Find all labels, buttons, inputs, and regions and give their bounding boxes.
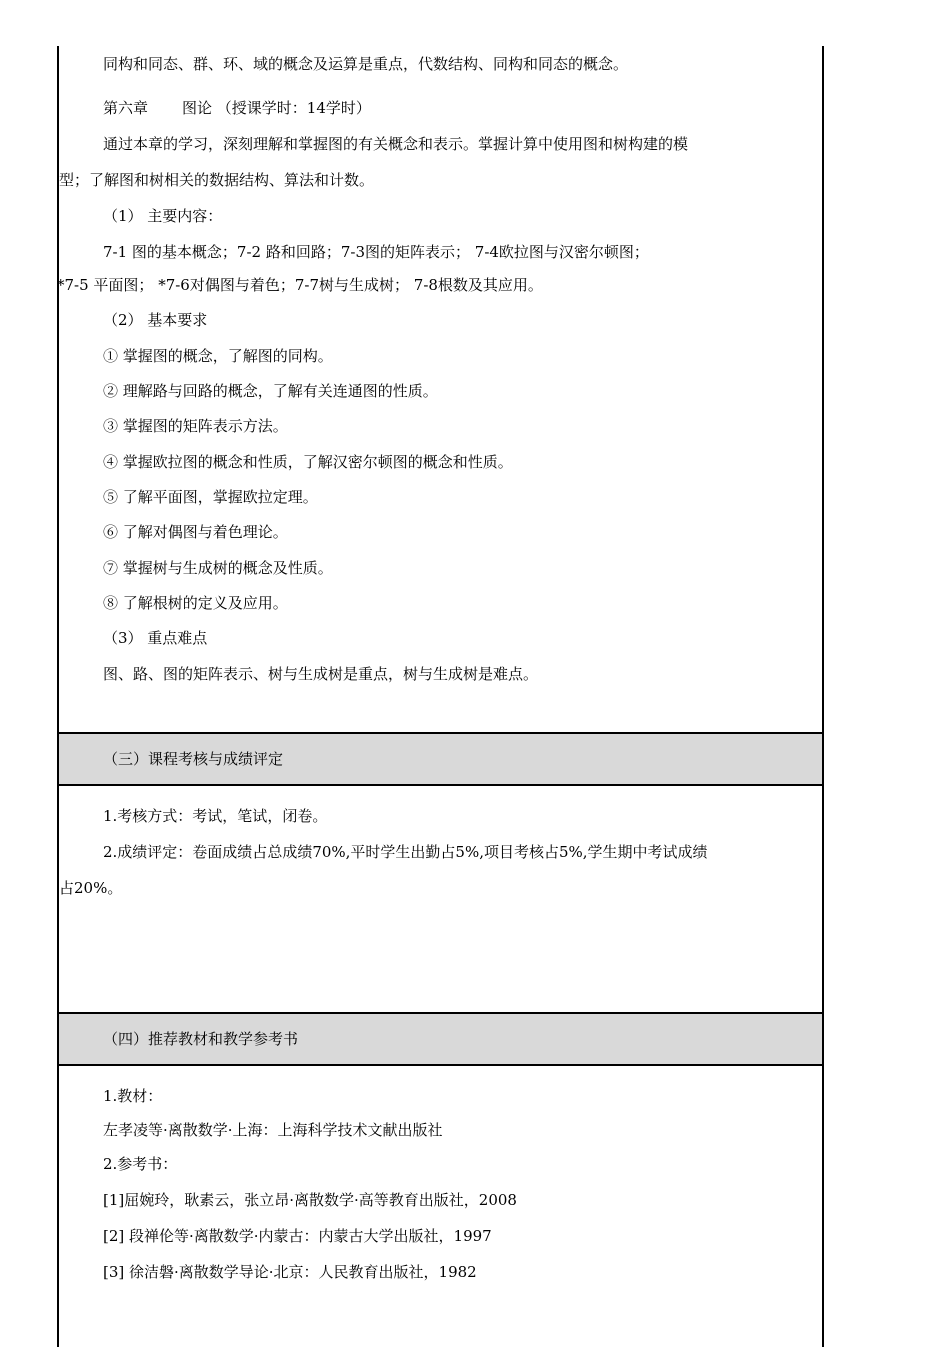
chapter-title: 图论 （授课学时：14学时） (182, 99, 371, 117)
assessment-method: 1.考核方式：考试，笔试，闭卷。 (103, 807, 328, 825)
document-table-frame (57, 46, 824, 1347)
requirement-item: ② 理解路与回路的概念，了解有关连通图的性质。 (103, 382, 438, 400)
chapter-heading (103, 98, 371, 118)
intro-line: 同构和同态、群、环、域的概念及运算是重点，代数结构、同构和同态的概念。 (103, 55, 629, 73)
references-heading: 2.参考书： (103, 1155, 178, 1173)
textbook-entry: 左孝凌等·离散数学·上海：上海科学技术文献出版社 (103, 1121, 443, 1139)
books-section-title: （四）推荐教材和教学参考书 (103, 1030, 299, 1048)
reference-item: [3] 徐洁磐·离散数学导论·北京：人民教育出版社，1982 (103, 1263, 477, 1281)
grading-line-2: 占20%。 (59, 879, 123, 897)
requirement-item: ⑧ 了解根树的定义及应用。 (103, 594, 288, 612)
keypoints-text: 图、路、图的矩阵表示、树与生成树是重点，树与生成树是难点。 (103, 665, 539, 683)
contents-line-1: 7-1 图的基本概念；7-2 路和回路；7-3图的矩阵表示； 7-4欧拉图与汉密尔顿图； (103, 243, 649, 261)
assessment-section-header (59, 732, 822, 786)
reference-item: [1]屈婉玲，耿素云，张立昂·离散数学·高等教育出版社，2008 (103, 1191, 517, 1209)
requirement-item: ⑤ 了解平面图，掌握欧拉定理。 (103, 488, 318, 506)
assessment-section-title: （三）课程考核与成绩评定 (103, 750, 284, 768)
requirement-item: ③ 掌握图的矩阵表示方法。 (103, 417, 288, 435)
chapter-summary-line-2: 型；了解图和树相关的数据结构、算法和计数。 (59, 171, 375, 189)
grading-line-1: 2.成绩评定：卷面成绩占总成绩70%,平时学生出勤占5%,项目考核占5%,学生期中考试成绩 (103, 843, 708, 861)
chapter-summary-line-1: 通过本章的学习，深刻理解和掌握图的有关概念和表示。掌握计算中使用图和树构建的模 (103, 135, 689, 153)
requirement-item: ⑥ 了解对偶图与着色理论。 (103, 523, 288, 541)
books-section-header (59, 1012, 822, 1066)
requirements-heading: （2） 基本要求 (103, 311, 208, 329)
chapter-number: 第六章 (103, 99, 149, 117)
requirement-item: ⑦ 掌握树与生成树的概念及性质。 (103, 559, 333, 577)
contents-line-2: *7-5 平面图； *7-6对偶图与着色；7-7树与生成树； 7-8根数及其应用。 (57, 276, 543, 294)
keypoints-heading: （3） 重点难点 (103, 629, 208, 647)
reference-item: [2] 段禅伦等·离散数学·内蒙古：内蒙古大学出版社，1997 (103, 1227, 492, 1245)
requirement-item: ④ 掌握欧拉图的概念和性质，了解汉密尔顿图的概念和性质。 (103, 453, 513, 471)
requirement-item: ① 掌握图的概念，了解图的同构。 (103, 347, 333, 365)
main-content-heading: （1） 主要内容： (103, 207, 223, 225)
textbook-heading: 1.教材： (103, 1087, 163, 1105)
